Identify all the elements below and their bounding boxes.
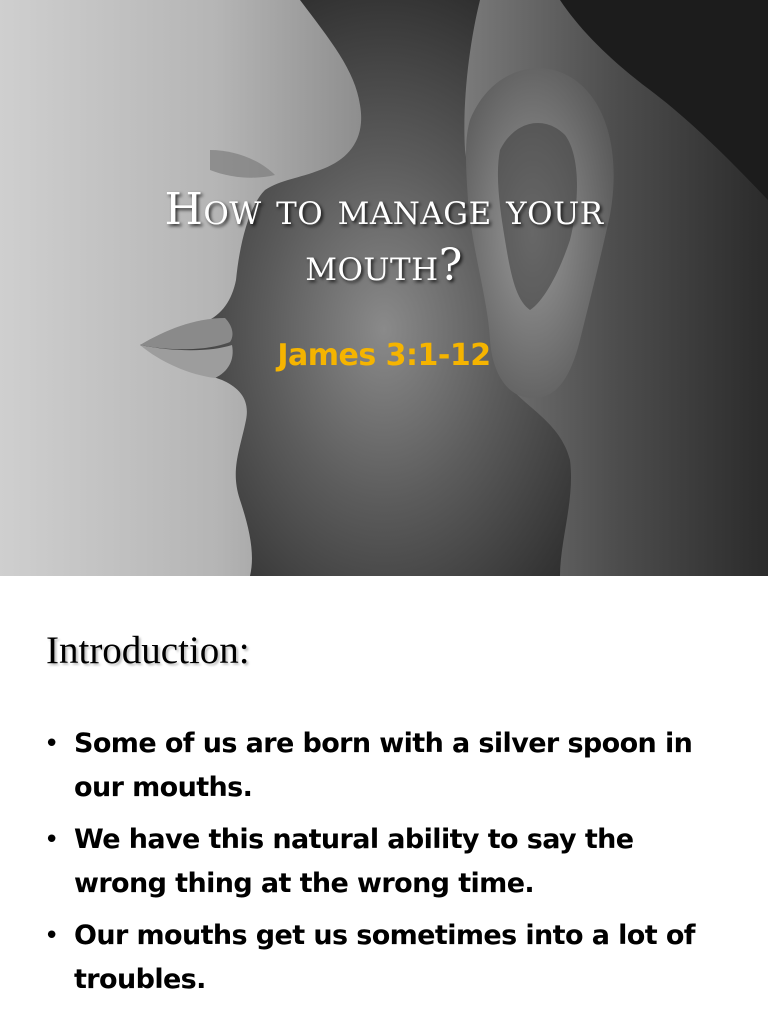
bullet-list: [0, 722, 768, 1010]
slide-subtitle: James 3:1-12: [277, 338, 491, 373]
intro-heading: Introduction:: [46, 629, 250, 672]
bullet-item: [0, 722, 768, 810]
intro-slide: [0, 576, 768, 1024]
bullet-text: Our mouths get us sometimes into a lot of troubles.: [74, 920, 695, 995]
bullet-text: Some of us are born with a silver spoon in our mouths.: [74, 728, 693, 803]
bullet-dot-icon: •: [44, 921, 59, 951]
slide-title: [0, 182, 768, 294]
bullet-item: [0, 914, 768, 1002]
bullet-dot-icon: •: [44, 825, 59, 855]
bullet-dot-icon: •: [44, 729, 59, 759]
title-line-2: mouth?: [305, 240, 463, 291]
title-line-1: How to manage your: [164, 184, 604, 235]
bullet-item: [0, 818, 768, 906]
bullet-text: We have this natural ability to say the wrong thing at the wrong time.: [74, 824, 634, 899]
